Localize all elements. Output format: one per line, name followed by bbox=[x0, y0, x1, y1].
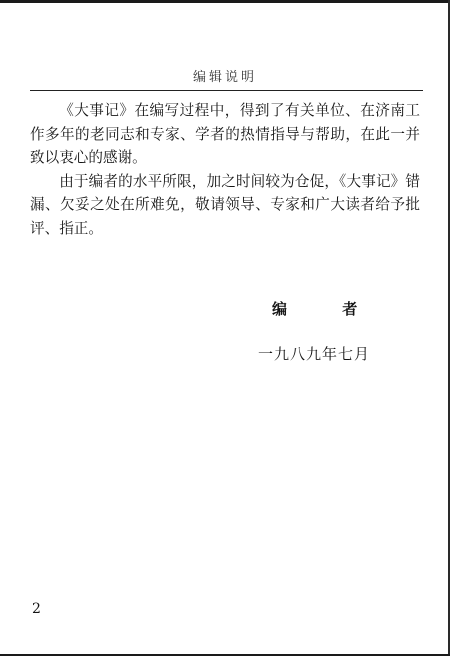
signature: 编 者 bbox=[272, 300, 383, 318]
header-rule bbox=[30, 90, 423, 91]
page-number: 2 bbox=[32, 601, 41, 617]
paragraph-acknowledgement: 《大事记》在编写过程中，得到了有关单位、在济南工作多年的老同志和专家、学者的热情指导与帮助，在此一并致以衷心的感谢。 bbox=[30, 102, 420, 166]
body-text bbox=[30, 99, 420, 240]
paragraph-apology: 由于编者的水平所限，加之时间较为仓促，《大事记》错漏、欠妥之处在所难免，敬请领导、专家和广大读者给予批评、指正。 bbox=[30, 172, 420, 237]
date: 一九八九年七月 bbox=[258, 345, 371, 363]
running-header: 编辑说明 bbox=[192, 70, 257, 85]
page-top-edge bbox=[0, 0, 450, 3]
